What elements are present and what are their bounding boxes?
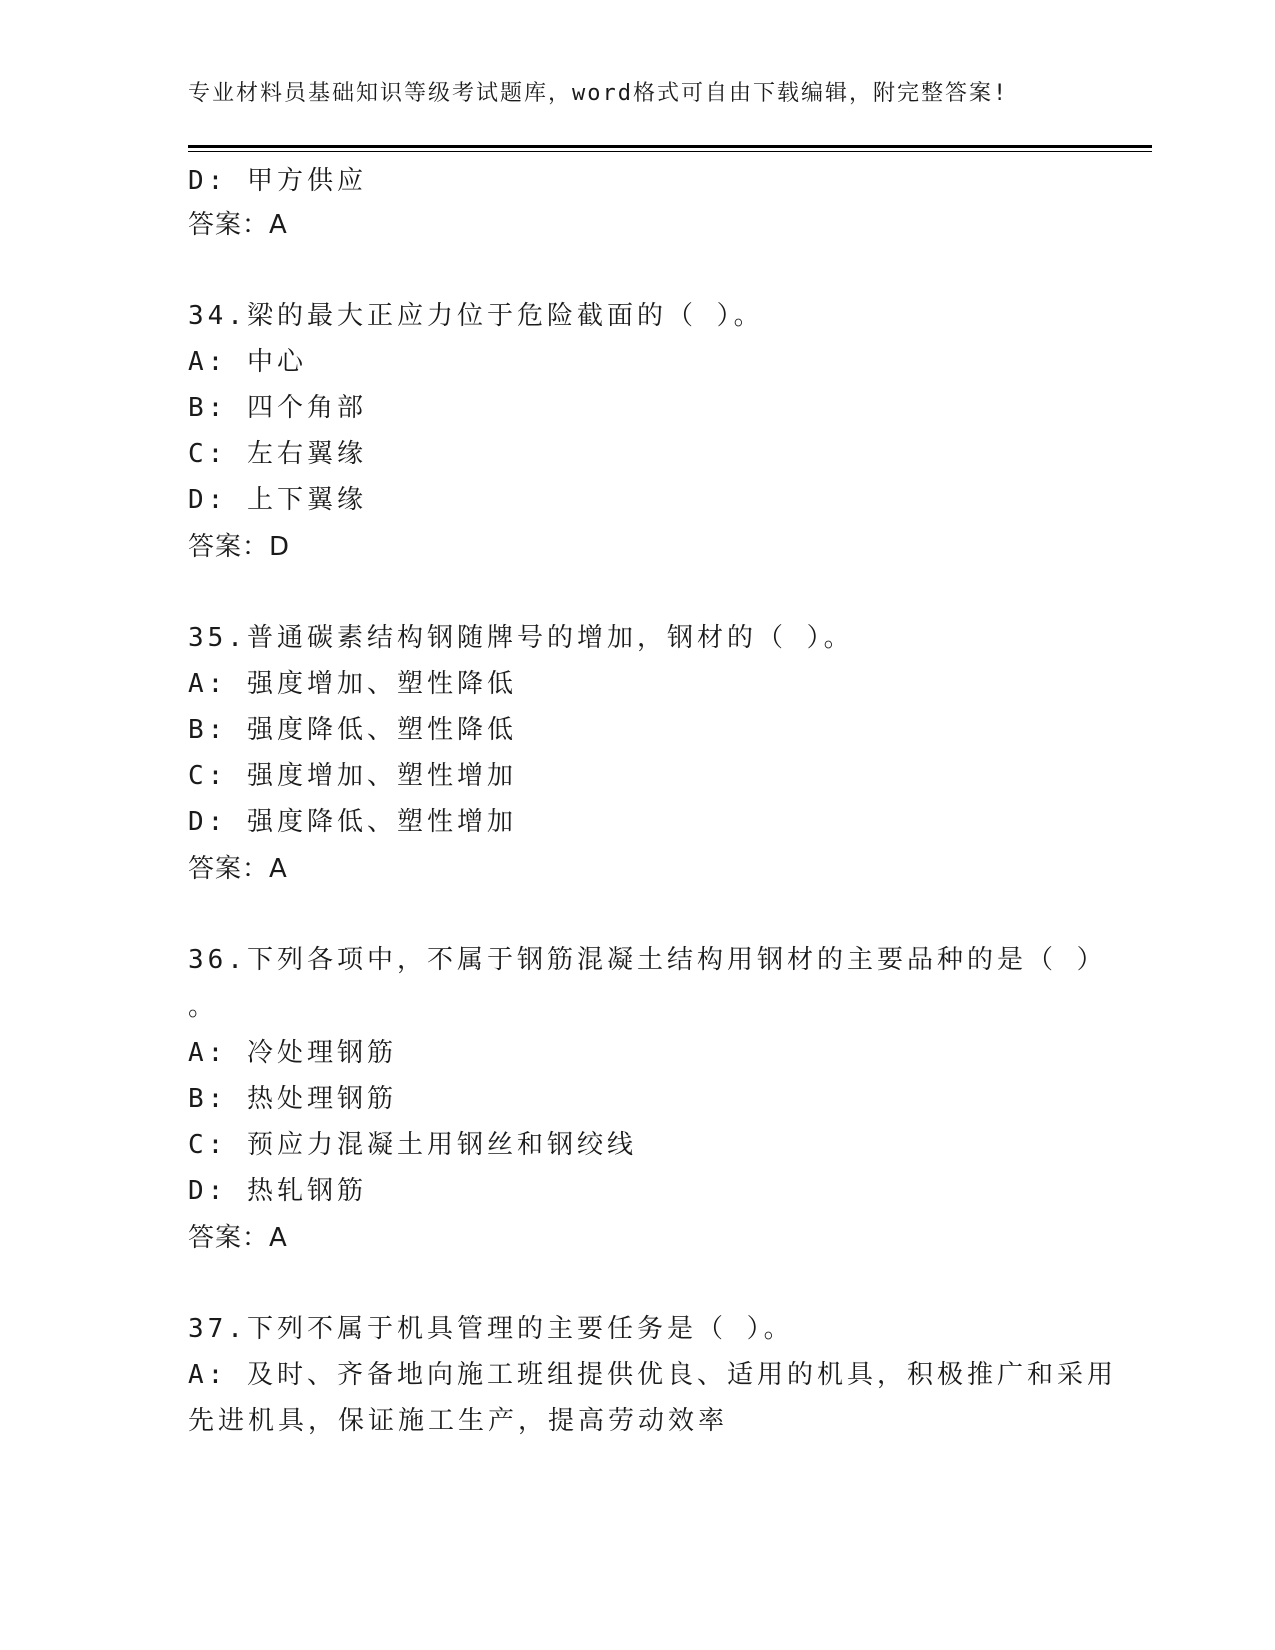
option-d: D: 甲方供应 <box>188 166 367 196</box>
option-b: B: 热处理钢筋 <box>188 1084 397 1114</box>
option-a-continued: 先进机具，保证施工生产，提高劳动效率 <box>188 1406 729 1436</box>
option-d: D: 上下翼缘 <box>188 485 367 515</box>
question-text: 35.普通碳素结构钢随牌号的增加，钢材的（ ）。 <box>188 623 854 653</box>
answer: 答案：A <box>188 210 288 240</box>
option-c: C: 强度增加、塑性增加 <box>188 761 517 791</box>
option-a: A: 强度增加、塑性降低 <box>188 669 517 699</box>
header-text: 专业材料员基础知识等级考试题库，word格式可自由下载编辑，附完整答案! <box>188 81 1009 106</box>
option-b: B: 强度降低、塑性降低 <box>188 715 517 745</box>
option-c: C: 左右翼缘 <box>188 439 367 469</box>
question-text: 34.梁的最大正应力位于危险截面的（ ）。 <box>188 301 764 331</box>
question-text: 36.下列各项中，不属于钢筋混凝土结构用钢材的主要品种的是（ ） <box>188 945 1107 975</box>
option-a: A: 中心 <box>188 347 307 377</box>
answer: 答案：A <box>188 854 288 884</box>
header-rule-thin <box>188 151 1152 152</box>
question-text-continued: 。 <box>188 992 219 1022</box>
option-b: B: 四个角部 <box>188 393 367 423</box>
header-rule-thick <box>188 145 1152 148</box>
answer: 答案：A <box>188 1223 288 1253</box>
question-text: 37.下列不属于机具管理的主要任务是（ ）。 <box>188 1314 794 1344</box>
option-d: D: 热轧钢筋 <box>188 1176 367 1206</box>
option-d: D: 强度降低、塑性增加 <box>188 807 517 837</box>
option-a: A: 及时、齐备地向施工班组提供优良、适用的机具，积极推广和采用 <box>188 1360 1117 1390</box>
option-c: C: 预应力混凝土用钢丝和钢绞线 <box>188 1130 637 1160</box>
answer: 答案：D <box>188 532 291 562</box>
option-a: A: 冷处理钢筋 <box>188 1038 397 1068</box>
